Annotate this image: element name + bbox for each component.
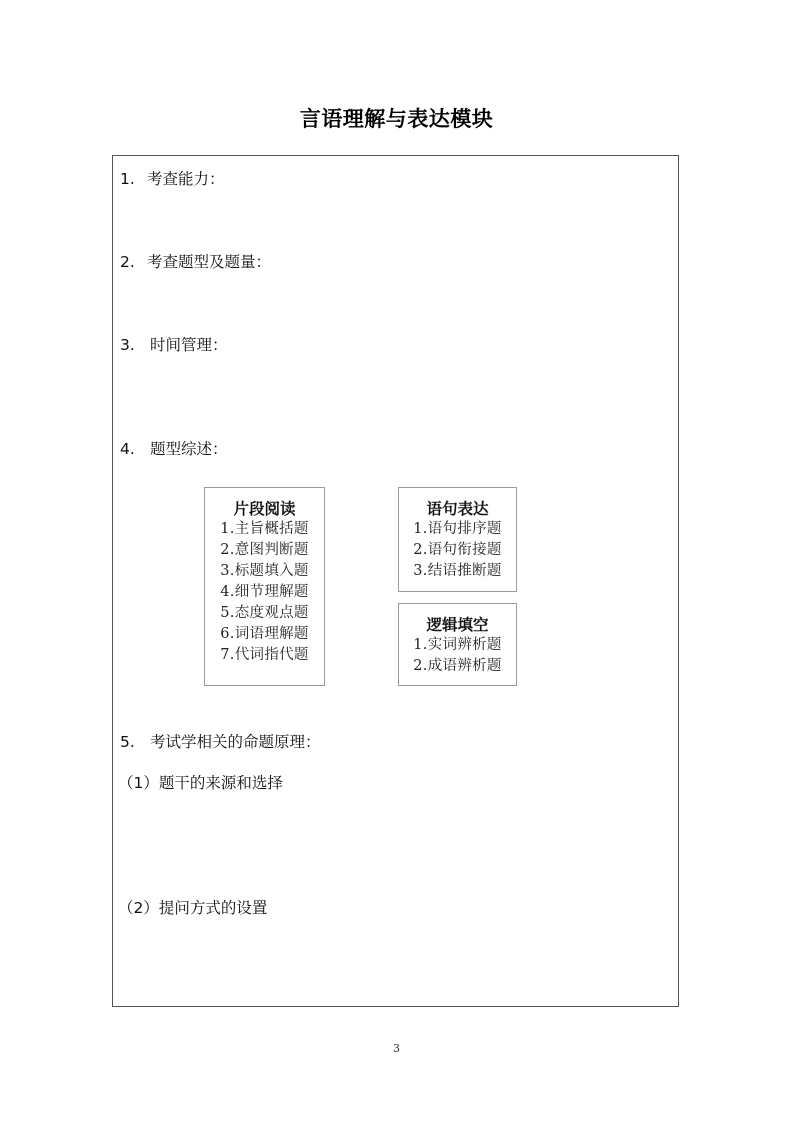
section-2-label: 考查题型及题量： [147,253,272,271]
section-5-heading [120,730,321,752]
box-item: 3.标题填入题 [220,563,309,579]
section-1-heading [120,167,225,189]
box-passage-reading [204,487,325,686]
box-item: 3.结语推断题 [413,563,502,579]
section-4-heading [120,437,228,459]
section-3-heading [120,333,228,355]
box-item: 2.意图判断题 [220,542,309,558]
box-item: 2.语句衔接题 [413,542,502,558]
box-item: 4.细节理解题 [220,584,309,600]
box-item: 1.实词辨析题 [413,637,502,653]
subsection-1-heading: （1）题干的来源和选择 [118,774,283,792]
section-4-label: 题型综述： [150,440,228,458]
box-logical-fill [398,603,517,686]
box-title: 片段阅读 [233,499,296,518]
page-number: 3 [393,1042,400,1055]
section-3-number: 3. [120,336,135,354]
page-title: 言语理解与表达模块 [299,107,494,131]
subsection-2-heading: （2）提问方式的设置 [118,899,268,917]
box-title: 逻辑填空 [426,615,489,634]
box-item: 1.主旨概括题 [220,521,309,537]
section-5-label: 考试学相关的命题原理： [150,733,321,751]
box-title: 语句表达 [426,499,489,518]
section-4-number: 4. [120,440,135,458]
section-1-label: 考查能力： [147,170,225,188]
box-item: 2.成语辨析题 [413,658,502,674]
box-item: 6.词语理解题 [220,626,309,642]
section-2-heading [120,250,271,272]
section-5-number: 5. [120,733,135,751]
box-item: 1.语句排序题 [413,521,502,537]
section-3-label: 时间管理： [150,336,228,354]
content-frame [112,155,679,1007]
box-item: 5.态度观点题 [220,605,309,621]
box-sentence-expression [398,487,517,592]
section-2-number: 2. [120,253,135,271]
section-1-number: 1. [120,170,135,188]
box-item: 7.代词指代题 [220,647,309,663]
